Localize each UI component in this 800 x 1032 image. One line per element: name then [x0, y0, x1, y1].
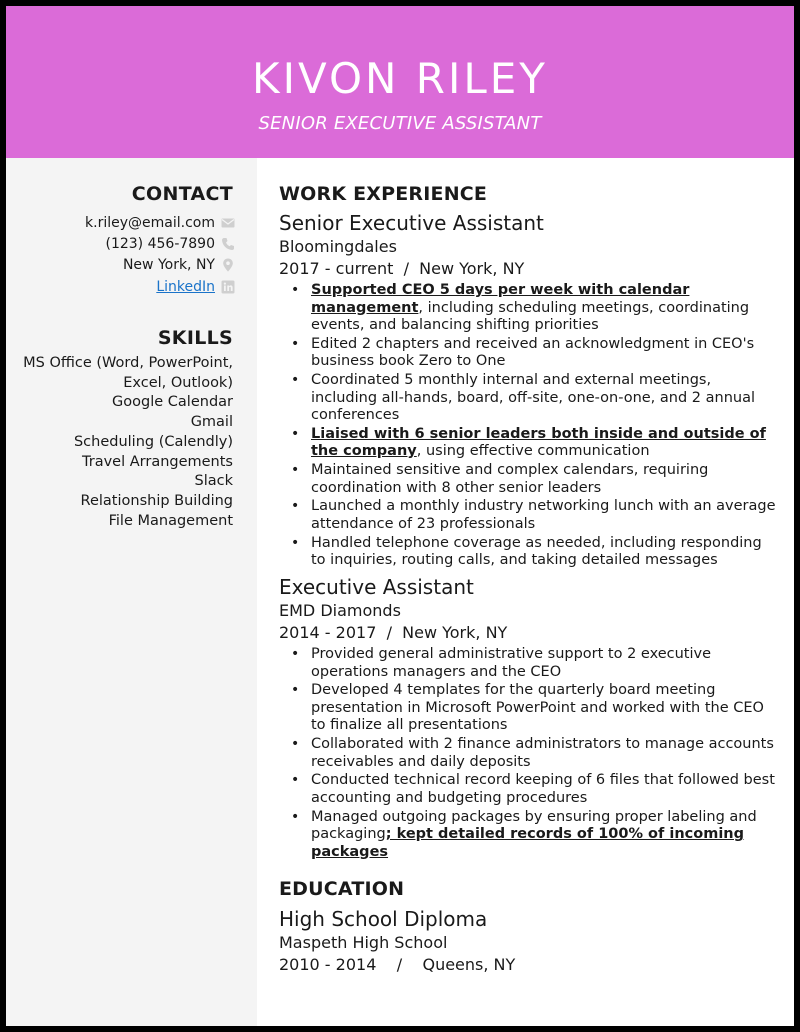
job-company: EMD Diamonds	[279, 601, 401, 620]
skill-item: Slack	[194, 473, 233, 490]
bullet-text: , including scheduling meetings, coordinating events, and balancing shifting priorities	[311, 299, 750, 333]
bullet-item	[279, 498, 779, 533]
location-text: New York, NY	[122, 257, 215, 273]
bullet-text: , using effective communication	[416, 443, 650, 460]
job-entry	[279, 210, 779, 571]
phone-text: (123) 456-7890	[105, 236, 215, 252]
bullet-text: Launched a monthly industry networking lunch with an average attendance of 23 professionals	[311, 498, 776, 532]
contact-heading: CONTACT	[131, 183, 233, 205]
bullet-item	[279, 336, 779, 371]
education-dates-location: 2010 - 2014 / Queens, NY	[279, 955, 516, 974]
bullet-item	[279, 372, 779, 425]
job-dates-location: 2017 - current / New York, NY	[279, 259, 525, 278]
bullet-highlight: ; kept detailed records of 100% of incoming packages	[311, 826, 745, 860]
candidate-title: SENIOR EXECUTIVE ASSISTANT	[258, 113, 542, 134]
bullet-text: Handled telephone coverage as needed, including responding to inquiries, routing calls, and taking detailed messages	[311, 534, 762, 569]
resume-page	[6, 6, 794, 1026]
sidebar	[6, 158, 257, 1026]
job-location: New York, NY	[402, 623, 508, 642]
skill-item: Google Calendar	[112, 394, 233, 411]
work-experience-heading: WORK EXPERIENCE	[279, 183, 488, 205]
school-name: Maspeth High School	[279, 933, 448, 952]
candidate-name: KIVON RILEY	[252, 54, 548, 103]
skill-item: Travel Arrangements	[82, 453, 233, 470]
bullet-text: Collaborated with 2 finance administrators to manage accounts receivables and daily deposits	[311, 736, 774, 770]
bullet-text: Maintained sensitive and complex calendars, requiring coordination with 8 other senior leaders	[311, 462, 709, 496]
education-location: Queens, NY	[422, 955, 516, 974]
bullet-item	[279, 809, 779, 862]
bullet-item	[279, 426, 779, 461]
education-entry	[279, 906, 779, 976]
contact-location	[123, 255, 235, 275]
phone-icon	[221, 237, 235, 251]
envelope-icon	[221, 216, 235, 230]
bullet-highlight: Supported CEO 5 days per week with calendar management	[311, 282, 690, 316]
job-title: Senior Executive Assistant	[279, 211, 544, 235]
bullet-text: Conducted technical record keeping of 6 files that followed best accounting and budgeting procedures	[311, 772, 775, 806]
bullet-text: Provided general administrative support to 2 executive operations managers and the CEO	[311, 646, 712, 680]
contact-email	[85, 213, 235, 233]
job-title: Executive Assistant	[279, 575, 474, 599]
bullet-item	[279, 535, 779, 570]
map-pin-icon	[221, 258, 235, 272]
job-dates-location: 2014 - 2017 / New York, NY	[279, 623, 508, 642]
skill-item: MS Office (Word, PowerPoint, Excel, Outlook)	[23, 355, 233, 391]
education-dates: 2010 - 2014	[279, 955, 377, 974]
education-heading: EDUCATION	[279, 878, 405, 900]
skills-heading: SKILLS	[157, 327, 233, 349]
bullet-text: Coordinated 5 monthly internal and external meetings, including all-hands, board, off-site, one-on-one, and 2 annual conferences	[311, 372, 755, 424]
header-banner	[6, 6, 794, 158]
job-entry	[279, 574, 779, 862]
job-location: New York, NY	[419, 259, 525, 278]
bullet-item	[279, 282, 779, 335]
bullet-text: Edited 2 chapters and received an acknowledgment in CEO's business book Zero to One	[311, 335, 755, 370]
skills-list	[23, 354, 233, 531]
linkedin-icon	[221, 280, 235, 294]
email-text: k.riley@email.com	[85, 215, 215, 231]
bullet-item	[279, 646, 779, 681]
degree: High School Diploma	[279, 907, 488, 931]
linkedin-link[interactable]: LinkedIn	[156, 279, 215, 295]
bullet-item	[279, 772, 779, 807]
job-company: Bloomingdales	[279, 237, 397, 256]
skill-item: File Management	[108, 512, 233, 529]
bullet-item	[279, 682, 779, 735]
bullet-highlight: Liaised with 6 senior leaders both inside and outside of the company	[311, 425, 766, 460]
contact-phone	[106, 234, 236, 254]
skill-item: Relationship Building	[80, 492, 233, 509]
skill-item: Scheduling (Calendly)	[73, 433, 233, 450]
job-bullets	[279, 646, 779, 861]
bullet-item	[279, 462, 779, 497]
bullet-text: Developed 4 templates for the quarterly board meeting presentation in Microsoft PowerPoint and worked with the CEO to finalize all presentations	[311, 682, 764, 734]
contact-linkedin[interactable]	[156, 277, 235, 297]
skill-item: Gmail	[190, 414, 233, 431]
job-dates: 2017 - current	[279, 259, 394, 278]
bullet-text: Managed outgoing packages by ensuring proper labeling and packaging	[311, 808, 757, 843]
bullet-item	[279, 736, 779, 771]
job-dates: 2014 - 2017	[279, 623, 377, 642]
job-bullets	[279, 282, 779, 570]
